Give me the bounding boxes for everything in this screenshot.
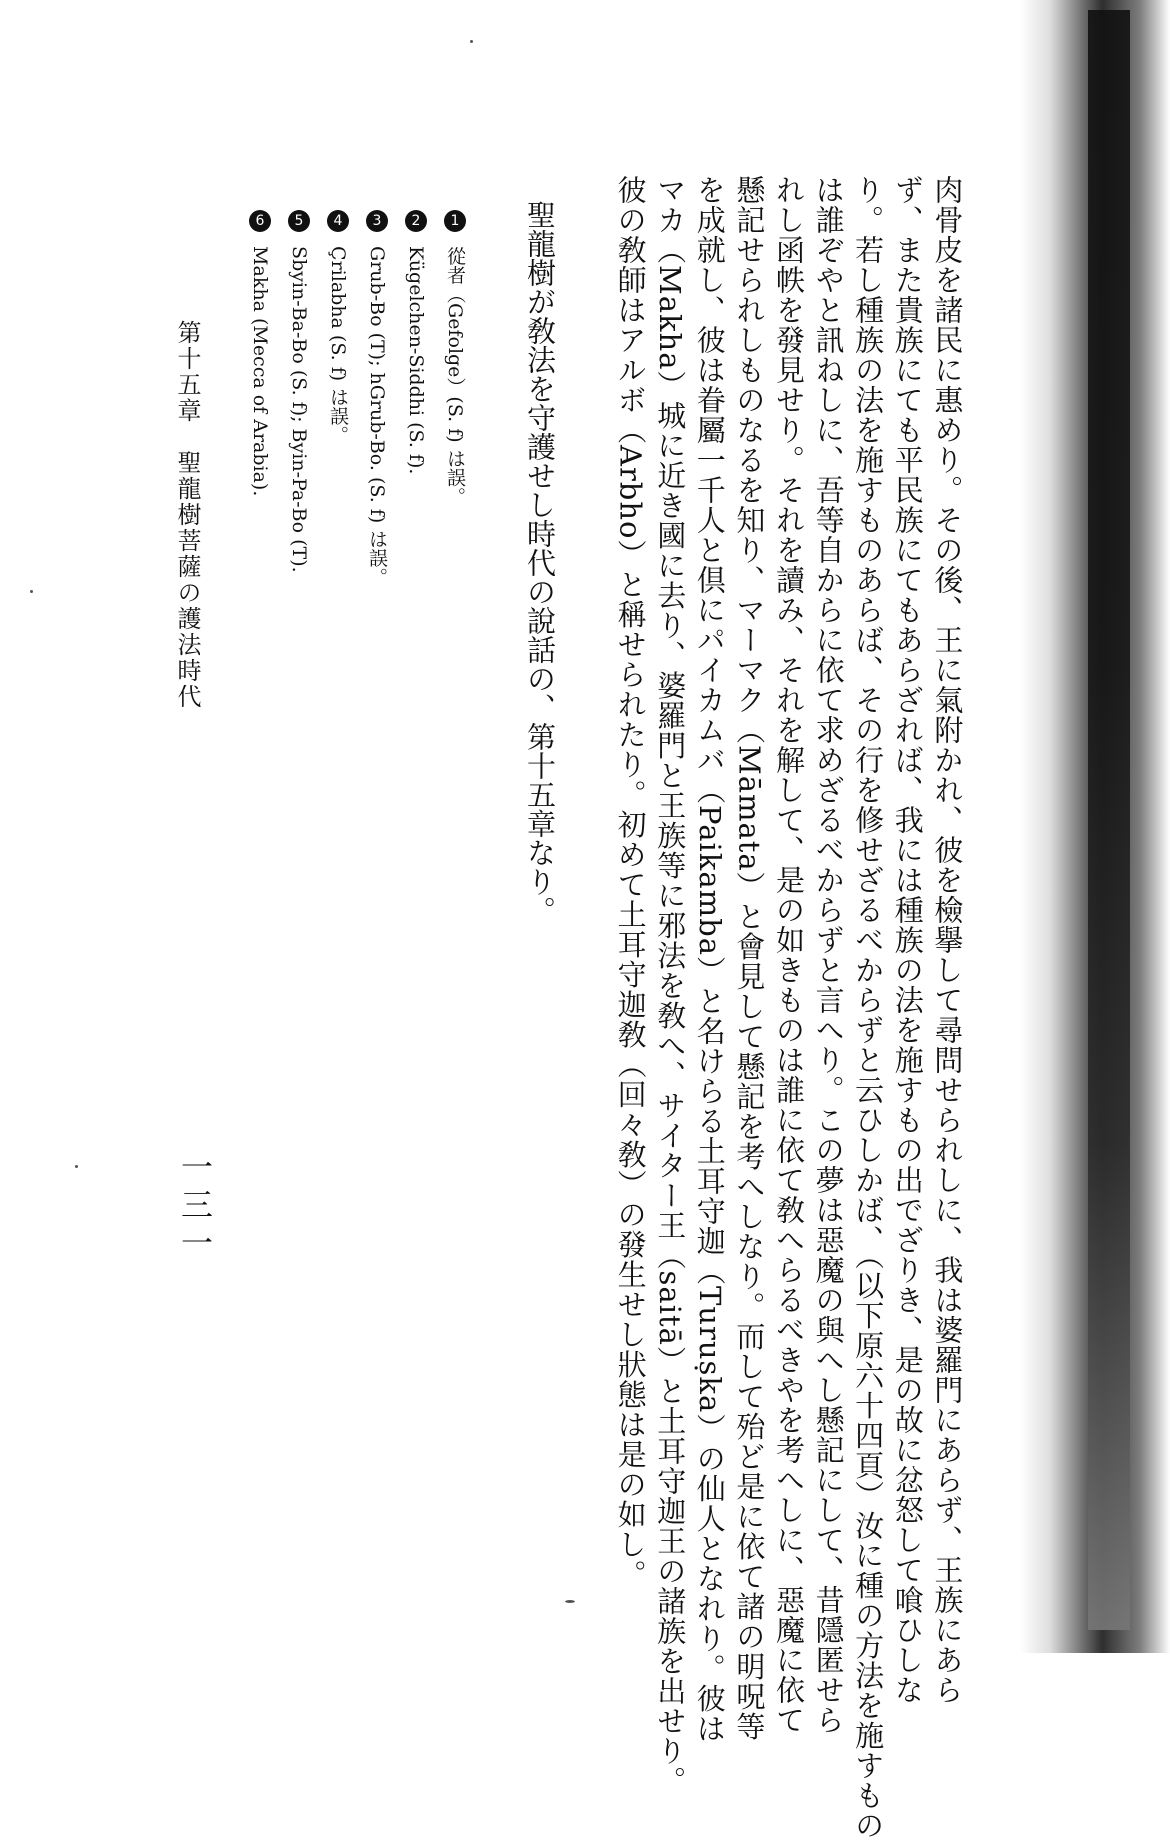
footnote-text: Çrilabha (S. f) は誤。 — [327, 246, 349, 445]
chapter-summary: 聖龍樹が敎法を守護せし時代の說話の、第十五章なり。 — [523, 200, 557, 925]
footnote-text: 從者（Gefolge）(S. f) は誤。 — [444, 246, 466, 506]
page-number: 一三一 — [176, 1150, 214, 1264]
footnote-text: Makha (Mecca of Arabia). — [249, 246, 271, 497]
scan-speck — [30, 590, 33, 593]
body-line: ず、また貴族にても平民族にてもあらざれば、我には種族の法を施すもの出でざりき、是の故に忿怒して喰ひしな — [890, 175, 925, 1705]
footnote-text: Sbyin-Ba-Bo (S. f); Byin-Pa-Bo (T). — [288, 246, 310, 573]
body-line: マカ（Makha）城に近き國に去り、婆羅門と王族等に邪法を敎へ、サイター王（saitā）と土耳守迦王の諸族を出せり。 — [653, 175, 688, 1796]
footnote-text: Grub-Bo (T); hGrub-Bo. (S. f) は誤。 — [366, 246, 388, 587]
body-line: 彼の敎師はアルボ（Arbho）と稱せられたり。初めて土耳守迦敎（回々敎）の發生せし狀態は是の如し。 — [613, 175, 648, 1590]
footnote-number: 2 — [405, 210, 427, 232]
body-line: を成就し、彼は眷屬一千人と倶にパイカムバ（Paikamba）と名けらる土耳守迦（Turuṣka）の仙人となれり。彼は — [692, 175, 727, 1744]
body-line: 懸記せられしものなるを知り、マーマク（Māmata）と會見して懸記を考へしなり。而して殆ど是に依て諸の明呪等 — [732, 175, 767, 1742]
footnote — [240, 210, 279, 910]
body-line: り。若し種族の法を施すものあらば、その行を修せざるべからずと云ひしかば、（以下原六十四頁）汝に種の方法を施すもの — [851, 175, 886, 1841]
footnote — [318, 210, 357, 910]
scan-speck — [470, 40, 473, 43]
footnote — [435, 210, 474, 910]
main-body-text — [610, 175, 966, 1841]
footnote — [279, 210, 318, 910]
footnote-number: 5 — [288, 210, 310, 232]
body-line: れし函帙を發見せり。それを讀み、それを解して、是の如きものは誰に依て敎へらるべきやを考へしに、惡魔に依て — [771, 175, 806, 1735]
footnote — [357, 210, 396, 910]
footnotes — [240, 210, 474, 910]
scan-speck — [565, 1600, 575, 1603]
body-line: は誰ぞやと訊ねしに、吾等自からに依て求めざるべからずと言へり。この夢は惡魔の與へし懸記にして、昔隱匿せら — [811, 175, 846, 1735]
footnote-number: 4 — [327, 210, 349, 232]
running-header: 第十五章 聖龍樹菩薩の護法時代 — [173, 320, 201, 710]
footnote-number: 3 — [366, 210, 388, 232]
footnote-number: 6 — [249, 210, 271, 232]
footnote-text: Kügelchen-Siddhi (S. f). — [405, 246, 427, 475]
body-line: 肉骨皮を諸民に惠めり。その後、王に氣附かれ、彼を檢擧して尋問せられしに、我は婆羅門にあらず、王族にあら — [930, 175, 965, 1705]
scan-spine-edge — [1088, 10, 1130, 1630]
footnote — [396, 210, 435, 910]
footnote-number: 1 — [444, 210, 466, 232]
scan-speck — [75, 1165, 78, 1168]
